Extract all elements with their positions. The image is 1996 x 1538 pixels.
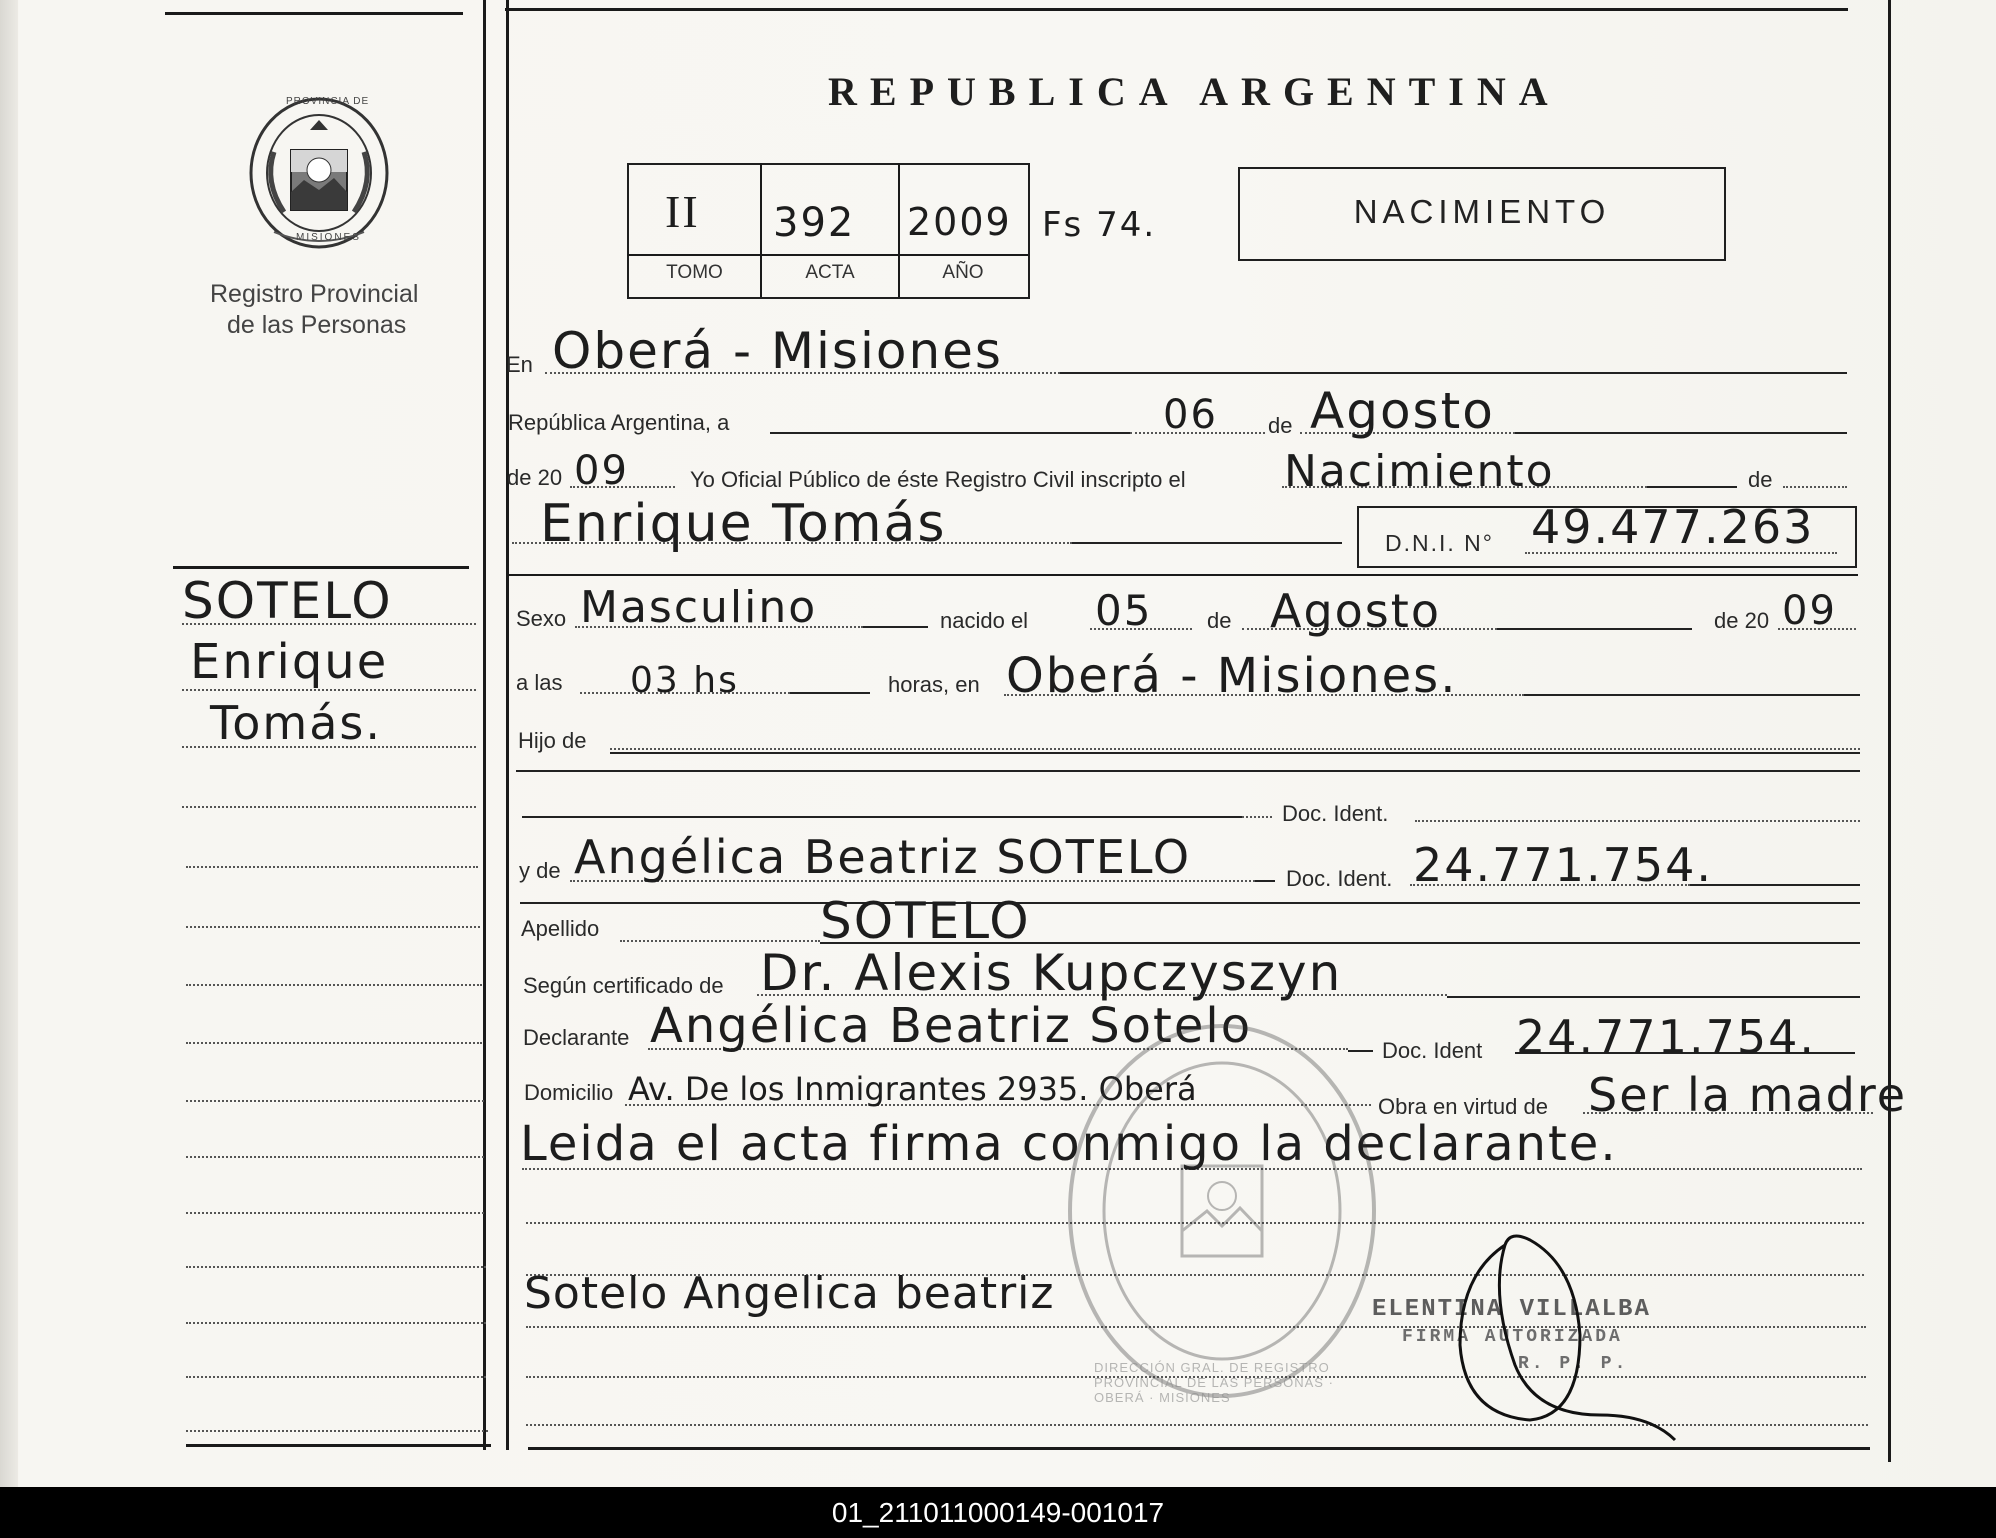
register-label-rule xyxy=(627,254,1028,256)
hijo-dotline xyxy=(610,748,1860,750)
alas-label: a las xyxy=(516,670,563,695)
domicilio-label: Domicilio xyxy=(524,1080,614,1105)
sexo-value: Masculino xyxy=(580,582,818,633)
seal-text-bottom: MISIONES xyxy=(296,232,361,243)
apellido-dotline xyxy=(620,940,820,942)
acta-value: 392 xyxy=(773,200,856,246)
de-label-1: de xyxy=(1268,413,1293,438)
certificado-value: Dr. Alexis Kupczyszyn xyxy=(760,944,1343,1002)
mother-underline xyxy=(1255,880,1275,882)
margin-line-9 xyxy=(186,1100,484,1102)
name-underline xyxy=(1072,542,1342,544)
hijo-second-rule xyxy=(516,770,1860,772)
province-seal-icon xyxy=(244,92,394,254)
tomo-value: II xyxy=(665,186,700,237)
republica-label: República Argentina, a xyxy=(508,410,730,435)
segun-label: Según certificado de xyxy=(523,973,724,998)
registry-name-line1: Registro Provincial xyxy=(210,280,419,308)
margin-line-4 xyxy=(182,806,476,808)
right-frame-line xyxy=(1888,0,1891,1462)
father-name-dotline xyxy=(1242,816,1272,818)
margin-line-3 xyxy=(182,746,476,748)
mother-doc-value: 24.771.754. xyxy=(1413,838,1713,892)
margin-line-8 xyxy=(186,1042,482,1044)
day-underline xyxy=(770,432,1130,434)
de-label-3: de xyxy=(1207,608,1232,633)
mother-doc-underline xyxy=(1690,884,1860,886)
margin-top-rule xyxy=(173,566,469,569)
dni-value: 49.477.263 xyxy=(1531,500,1815,554)
anio-label: AÑO xyxy=(942,262,984,283)
de20-label: de 20 xyxy=(1714,608,1770,633)
sexo-label: Sexo xyxy=(516,606,567,631)
margin-line-12 xyxy=(186,1266,486,1268)
acta-label: ACTA xyxy=(805,262,855,283)
hour-underline xyxy=(790,692,870,694)
birth-year: 09 xyxy=(1782,588,1837,634)
docident-label-2: Doc. Ident. xyxy=(1286,866,1393,891)
inscripto-underline xyxy=(1647,486,1737,488)
round-stamp-text: DIRECCIÓN GRAL. DE REGISTRO PROVINCIAL DE LAS PERSONAS · OBERÁ · MISIONES xyxy=(1094,1360,1334,1405)
name-value: Enrique Tomás xyxy=(540,494,947,554)
tomo-label: TOMO xyxy=(666,262,723,283)
en-underline xyxy=(1060,372,1847,374)
official-signature-icon xyxy=(1420,1215,1690,1455)
leida-value: Leida el acta firma conmigo la declarante. xyxy=(520,1116,1618,1172)
margin-given1: Enrique xyxy=(190,634,389,690)
margin-line-6 xyxy=(186,926,480,928)
left-column-divider xyxy=(483,0,486,1450)
dni-label: D.N.I. N° xyxy=(1385,530,1494,556)
en-value: Oberá - Misiones xyxy=(552,322,1003,380)
father-doc-dotline xyxy=(1415,820,1860,822)
auth-stamp-line1: ELENTINA VILLALBA xyxy=(1372,1296,1651,1323)
de2-dotline xyxy=(1783,486,1847,488)
yde-label: y de xyxy=(519,858,561,883)
margin-line-1 xyxy=(182,623,476,625)
auth-stamp-line2: FIRMA AUTORIZADA xyxy=(1402,1327,1623,1347)
en-label: En xyxy=(506,352,533,377)
hour-value: 03 hs xyxy=(630,660,739,701)
oficial-label: Yo Oficial Público de éste Registro Civil inscripto el xyxy=(690,467,1186,492)
obra-label: Obra en virtud de xyxy=(1378,1094,1548,1119)
margin-line-13 xyxy=(186,1322,486,1324)
margin-line-2 xyxy=(182,689,476,691)
year-prefix: de 20 xyxy=(507,465,563,490)
mother-second-rule xyxy=(520,902,1860,904)
docident-label-3: Doc. Ident xyxy=(1382,1038,1483,1063)
mother-value: Angélica Beatriz SOTELO xyxy=(574,830,1192,884)
top-rule-left xyxy=(165,12,463,15)
domicilio-value: Av. De los Inmigrantes 2935. Oberá xyxy=(628,1070,1197,1108)
margin-line-15 xyxy=(186,1430,488,1432)
year-value: 09 xyxy=(574,448,629,494)
month-underline xyxy=(1515,432,1847,434)
birth-day: 05 xyxy=(1095,586,1153,635)
official-round-stamp-icon xyxy=(1062,1016,1382,1406)
apellido-label: Apellido xyxy=(521,916,600,941)
obra-value: Ser la madre xyxy=(1588,1068,1908,1122)
declarante-doc-value: 24.771.754. xyxy=(1516,1010,1816,1064)
apellido-value: SOTELO xyxy=(820,892,1031,950)
month-value: Agosto xyxy=(1310,382,1495,440)
hijo-underline xyxy=(610,752,1860,754)
margin-given2: Tomás. xyxy=(210,696,383,750)
margin-line-5 xyxy=(186,866,478,868)
top-rule-right xyxy=(505,8,1848,11)
anio-value: 2009 xyxy=(907,200,1012,244)
file-id: 01_211011000149-001017 xyxy=(831,1497,1165,1528)
declarante-value: Angélica Beatriz Sotelo xyxy=(650,998,1253,1054)
auth-stamp-line3: R. P. P. xyxy=(1518,1354,1629,1374)
bottom-rule-left xyxy=(186,1444,491,1447)
certificado-underline xyxy=(1447,996,1860,998)
seal-text-top: PROVINCIA DE xyxy=(286,96,370,107)
inner-column-divider xyxy=(506,0,509,1450)
father-name-underline xyxy=(522,816,1242,818)
margin-line-7 xyxy=(186,984,482,986)
inscripto-value: Nacimiento xyxy=(1284,446,1555,497)
sexo-underline xyxy=(863,626,928,628)
place-underline xyxy=(1524,694,1860,696)
birth-place: Oberá - Misiones. xyxy=(1006,648,1458,704)
de-label-2: de xyxy=(1748,467,1773,492)
hijo-label: Hijo de xyxy=(518,728,587,753)
declarant-signature: Sotelo Angelica beatriz xyxy=(524,1268,1055,1319)
birthmonth-underline xyxy=(1497,628,1692,630)
file-id-bar xyxy=(0,1487,1996,1538)
sexo-top-rule xyxy=(508,574,1858,576)
folio-note: Fs 74. xyxy=(1042,205,1157,245)
day-value: 06 xyxy=(1163,392,1218,438)
page-edge xyxy=(0,0,18,1487)
act-type-label: NACIMIENTO xyxy=(1353,193,1611,230)
horas-label: horas, en xyxy=(888,672,980,697)
margin-line-14 xyxy=(186,1376,486,1378)
registry-name-line2: de las Personas xyxy=(227,311,407,339)
document-title: REPUBLICA ARGENTINA xyxy=(828,69,1561,114)
margin-line-10 xyxy=(186,1156,484,1158)
declarante-label: Declarante xyxy=(523,1025,630,1050)
margin-line-11 xyxy=(186,1212,484,1214)
nacido-label: nacido el xyxy=(940,608,1029,633)
docident-label-1: Doc. Ident. xyxy=(1282,801,1389,826)
margin-surname: SOTELO xyxy=(182,572,393,630)
birth-month: Agosto xyxy=(1270,584,1441,638)
